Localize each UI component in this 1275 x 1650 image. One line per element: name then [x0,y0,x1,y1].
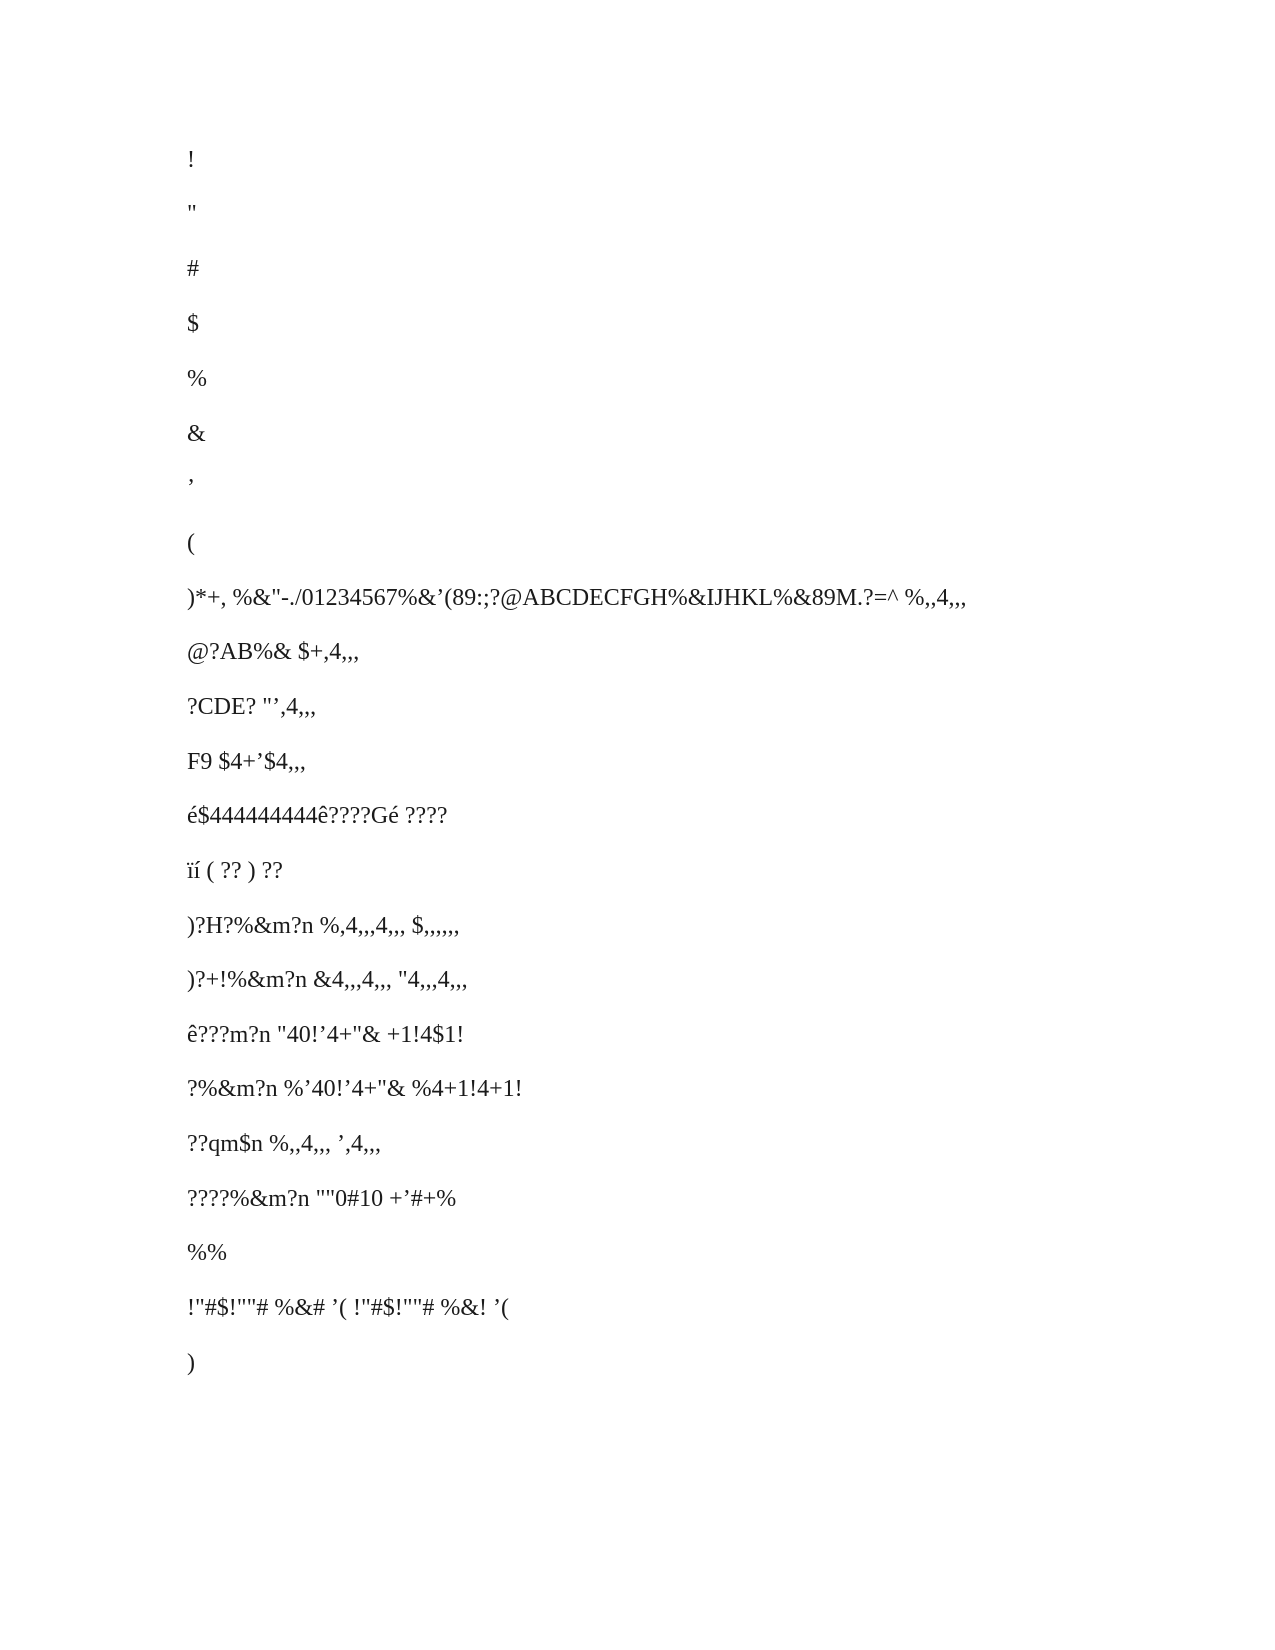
text-line: %% [187,1240,227,1266]
text-line: ’ [187,475,195,501]
text-line: !"#$!""# %&# ’( !"#$!""# %&! ’( [187,1295,510,1321]
text-line: % [187,366,207,392]
text-line: ! [187,147,195,173]
text-line: )?+!%&m?n &4,,,4,,, "4,,,4,,, [187,967,468,993]
text-line: )*+, %&"-./01234567%&’(89:;?@ABCDECFGH%&IJHKL%&89M.?=^ %,,4,,, [187,585,967,611]
text-line: F9 $4+’$4,,, [187,749,306,775]
text-line: ê???m?n "40!’4+"& +1!4$1! [187,1022,465,1048]
text-line: é$444444444ê????Gé ???? [187,803,448,829]
text-line: ïí ( ?? ) ?? [187,858,283,884]
text-line: ?CDE? "’,4,,, [187,694,317,720]
text-line: # [187,256,199,282]
text-line: @?AB%& $+,4,,, [187,639,360,665]
text-line: $ [187,311,199,337]
text-line: ( [187,530,195,556]
text-line: " [187,201,197,227]
text-line: ) [187,1350,195,1376]
text-line: )?H?%&m?n %,4,,,4,,, $,,,,,, [187,913,460,939]
text-line: ????%&m?n ""0#10 +’#+% [187,1186,457,1212]
text-line: & [187,421,206,447]
text-line: ?%&m?n %’40!’4+"& %4+1!4+1! [187,1076,523,1102]
text-line: ??qm$n %,,4,,, ’,4,,, [187,1131,381,1157]
